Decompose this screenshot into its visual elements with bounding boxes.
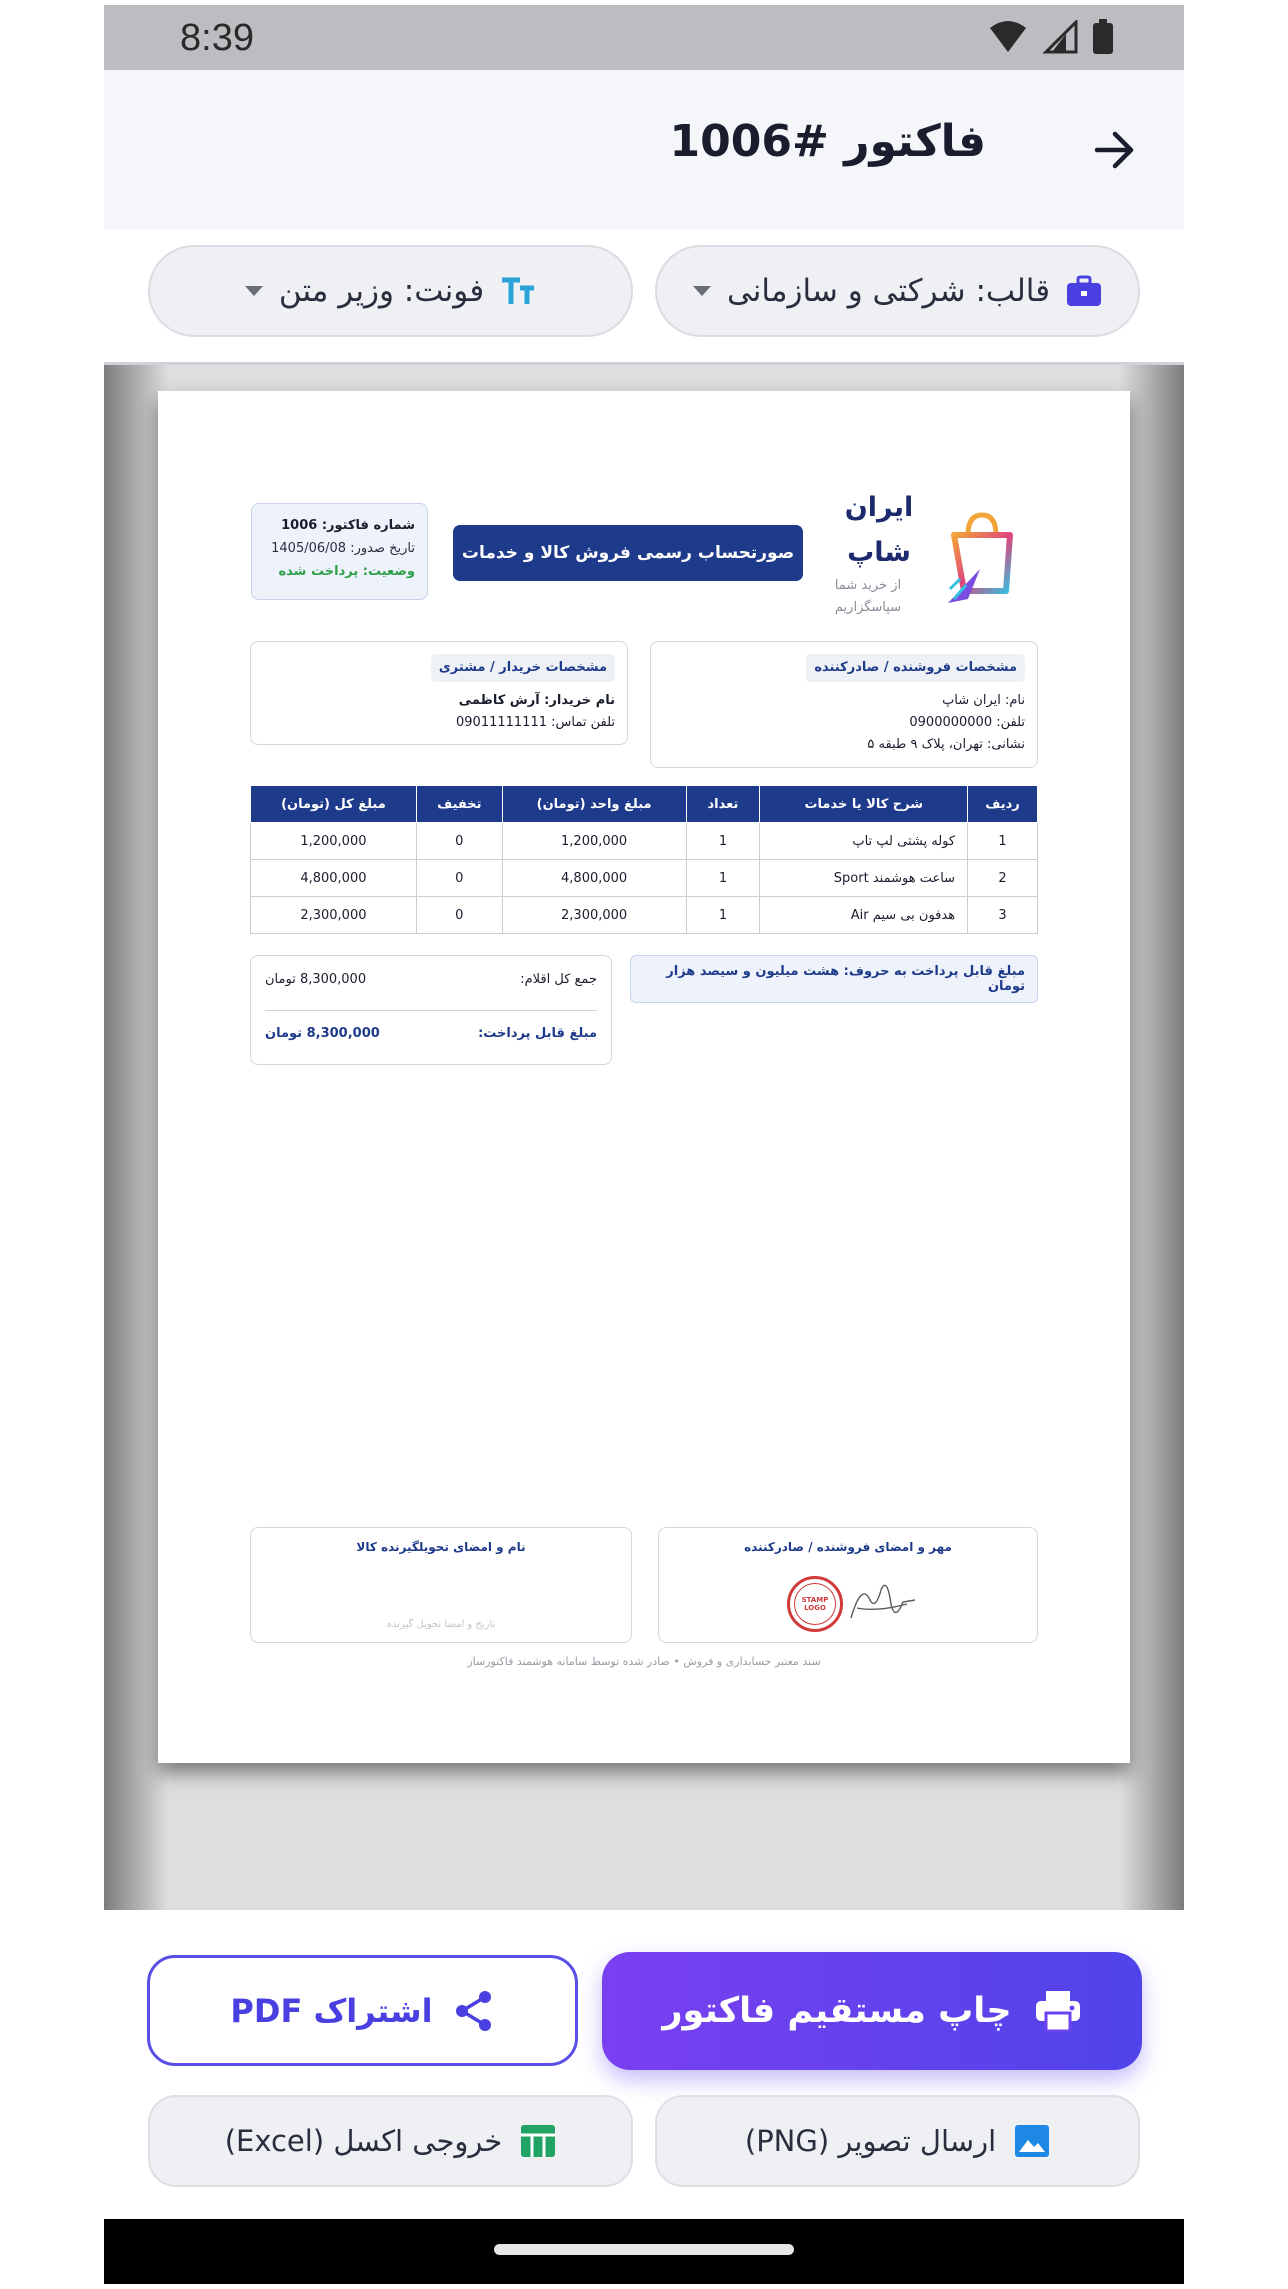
col-header-qty: تعداد — [686, 786, 760, 823]
table-row — [251, 823, 1038, 860]
cell-unit: 4,800,000 — [502, 860, 686, 897]
stamp-text: STAMP LOGO — [794, 1583, 836, 1625]
image-icon — [1014, 2124, 1050, 2158]
stamp-icon — [787, 1576, 843, 1632]
totals-payable-value: 8,300,000 تومان — [265, 1026, 380, 1041]
briefcase-icon — [1066, 275, 1102, 307]
cell-qty: 1 — [686, 823, 760, 860]
items-table — [250, 785, 1038, 934]
col-header-desc: شرح کالا یا خدمات — [760, 786, 968, 823]
status-bar — [104, 5, 1184, 70]
invoice-meta-box — [251, 503, 428, 600]
buyer-heading: مشخصات خریدار / مشتری — [431, 654, 615, 682]
share-pdf-label: اشتراک PDF — [230, 1991, 433, 2030]
chevron-down-icon — [245, 286, 263, 296]
home-indicator[interactable] — [494, 2244, 794, 2255]
signature-icon — [847, 1578, 919, 1628]
items-table-header — [251, 786, 1038, 823]
shop-logo-icon — [946, 509, 1018, 605]
font-selector-label: فونت: وزیر متن — [278, 273, 485, 309]
template-selector-label: قالب: شرکتی و سازمانی — [726, 273, 1051, 309]
seller-signature-box — [658, 1527, 1038, 1643]
table-row — [251, 897, 1038, 934]
invoice-paper — [158, 391, 1130, 1763]
share-icon — [453, 1989, 495, 2033]
shop-tagline: از خرید شما سپاسگزاریم — [834, 578, 902, 615]
cell-discount: 0 — [416, 823, 502, 860]
share-pdf-button[interactable] — [147, 1955, 578, 2066]
seller-box — [650, 641, 1038, 768]
seller-phone: تلفن: 0900000000 — [909, 715, 1025, 730]
phone-screen — [104, 5, 1184, 2284]
seller-signature-title: مهر و امضای فروشنده / صادرکننده — [744, 1540, 952, 1554]
status-time: 8:39 — [180, 17, 254, 59]
buyer-box — [250, 641, 628, 745]
invoice-preview[interactable] — [104, 362, 1184, 1910]
print-button[interactable] — [602, 1952, 1142, 2070]
table-grid-icon — [520, 2124, 556, 2158]
cell-qty: 1 — [686, 897, 760, 934]
cell-qty: 1 — [686, 860, 760, 897]
amount-in-words: مبلغ قابل پرداخت به حروف: هشت میلیون و سیصد هزار تومان — [630, 955, 1038, 1003]
totals-payable-row — [265, 1026, 597, 1041]
totals-divider — [265, 1010, 597, 1011]
send-png-label: ارسال تصویر (PNG) — [744, 2124, 997, 2158]
system-nav-bar — [104, 2219, 1184, 2284]
send-png-button[interactable] — [655, 2095, 1140, 2187]
buyer-name: نام خریدار: آرش کاظمی — [458, 693, 615, 708]
signal-icon — [1042, 20, 1078, 54]
shop-name-line2: شاپ — [847, 537, 911, 568]
col-header-row: ردیف — [968, 786, 1038, 823]
invoice-title: صورتحساب رسمی فروش کالا و خدمات — [453, 525, 803, 581]
status-icons — [988, 19, 1114, 55]
invoice-date: تاریخ صدور: 1405/06/08 — [271, 541, 415, 556]
cell-discount: 0 — [416, 860, 502, 897]
cell-desc: ساعت هوشمند Sport — [760, 860, 968, 897]
totals-box — [250, 955, 612, 1065]
page-title: فاکتور #1006 — [669, 116, 986, 167]
shop-name — [844, 485, 914, 575]
cell-total: 4,800,000 — [251, 860, 417, 897]
invoice-status: وضعیت: پرداخت شده — [278, 564, 415, 579]
back-button[interactable] — [1084, 120, 1144, 180]
cell-discount: 0 — [416, 897, 502, 934]
shop-name-line1: ایران — [844, 492, 914, 523]
cell-row: 1 — [968, 823, 1038, 860]
cell-desc: کوله پشتی لپ تاپ — [760, 823, 968, 860]
cell-total: 1,200,000 — [251, 823, 417, 860]
buyer-signature-title: نام و امضای تحویلگیرنده کالا — [356, 1540, 526, 1554]
font-selector[interactable] — [148, 245, 633, 337]
cell-total: 2,300,000 — [251, 897, 417, 934]
totals-sum-label: جمع کل اقلام: — [520, 972, 597, 987]
cell-row: 2 — [968, 860, 1038, 897]
print-button-label: چاپ مستقیم فاکتور — [662, 1991, 1012, 2031]
buyer-signature-box — [250, 1527, 632, 1643]
app-bar — [104, 70, 1184, 230]
totals-sum-value: 8,300,000 تومان — [265, 972, 367, 987]
col-header-unit: مبلغ واحد (تومان) — [502, 786, 686, 823]
chevron-down-icon — [693, 286, 711, 296]
seller-name: نام: ایران شاپ — [942, 693, 1025, 708]
seller-heading: مشخصات فروشنده / صادرکننده — [806, 654, 1025, 682]
col-header-discount: تخفیف — [416, 786, 502, 823]
seller-address: نشانی: تهران، پلاک ۹ طبقه ۵ — [867, 737, 1025, 752]
buyer-signature-hint: تاریخ و امضا تحویل گیرنده — [386, 1619, 496, 1630]
selector-row — [104, 245, 1184, 341]
cell-desc: هدفون بی سیم Air — [760, 897, 968, 934]
invoice-number: شماره فاکتور: 1006 — [281, 518, 415, 533]
wifi-icon — [988, 20, 1028, 54]
col-header-total: مبلغ کل (تومان) — [251, 786, 417, 823]
invoice-footer-note: سند معتبر حسابداری و فروش • صادر شده توسط سامانه هوشمند فاکتورساز — [467, 1655, 821, 1668]
buyer-phone: تلفن تماس: 09011111111 — [456, 715, 615, 730]
cell-unit: 1,200,000 — [502, 823, 686, 860]
battery-icon — [1092, 19, 1114, 55]
export-excel-button[interactable] — [148, 2095, 633, 2187]
text-size-icon — [500, 276, 536, 306]
export-excel-label: خروجی اکسل (Excel) — [224, 2124, 503, 2158]
template-selector[interactable] — [655, 245, 1140, 337]
cell-row: 3 — [968, 897, 1038, 934]
printer-icon — [1034, 1989, 1082, 2033]
cell-unit: 2,300,000 — [502, 897, 686, 934]
totals-sum-row — [265, 972, 597, 987]
totals-payable-label: مبلغ قابل پرداخت: — [478, 1026, 597, 1041]
arrow-back-icon — [1091, 127, 1137, 173]
table-row — [251, 860, 1038, 897]
